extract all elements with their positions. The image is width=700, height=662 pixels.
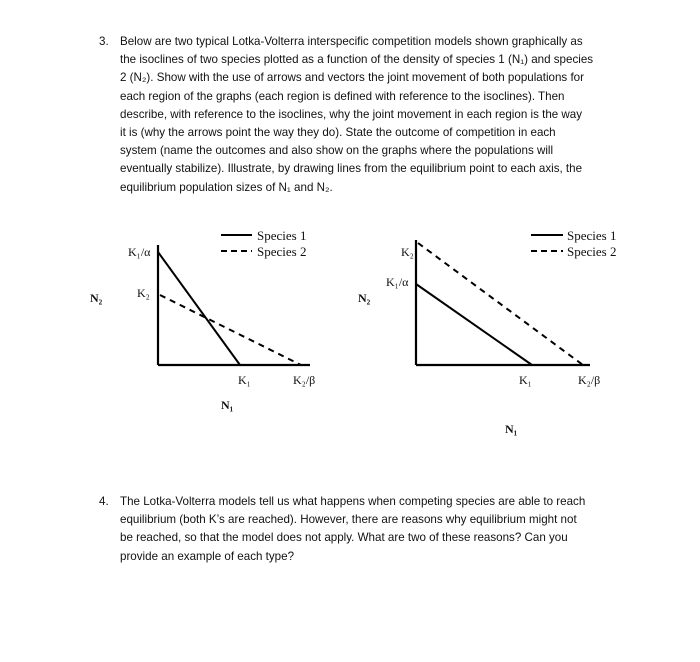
graph-1-k2-beta-label: K₂/β	[293, 373, 316, 387]
question-3-line: equilibrium population sizes of N₁ and N₂.	[120, 180, 333, 194]
graph-2-legend	[531, 228, 616, 259]
question-3-line: 2 (N₂). Show with the use of arrows and vectors the joint movement of both populations for	[120, 71, 584, 85]
graph-1	[90, 228, 315, 412]
question-4-line: equilibrium (both K’s are reached). However, there are reasons why equilibrium might not	[120, 513, 577, 527]
question-3-line: eventually stabilize). Illustrate, by drawing lines from the equilibrium point to each axis, the	[120, 162, 583, 176]
graph-1-x-axis-label: N₁	[221, 398, 234, 412]
question-4-line: provide an example of each type?	[120, 549, 295, 563]
question-3-line: describe, with reference to the isoclines, why the joint movement in each region is the way	[120, 107, 583, 121]
graph-1-k1-alpha-label: K₁/α	[128, 245, 151, 259]
graph-1-k2-label: K₂	[137, 286, 150, 300]
graph-2-k1-label: K₁	[519, 373, 532, 387]
graph-1-k1-label: K₁	[238, 373, 251, 387]
graph-2-species-2-isocline	[418, 243, 583, 365]
graph-1-species-2-isocline	[160, 295, 301, 365]
question-4-line: The Lotka-Volterra models tell us what happens when competing species are able to reach	[120, 495, 586, 508]
legend-species-2-label: Species 2	[567, 244, 617, 259]
graph-2	[358, 228, 616, 436]
graph-2-x-axis-label: N₁	[505, 422, 518, 436]
question-3-line: system (name the outcomes and also show on the graphs where the populations will	[120, 144, 554, 158]
question-4-number: 4.	[99, 495, 109, 508]
question-3-number: 3.	[99, 35, 109, 48]
graph-2-k1-alpha-label: K₁/α	[386, 275, 409, 289]
graph-2-y-axis-label: N₂	[358, 291, 371, 305]
question-3-line: it is (why the arrows point the way they do). State the outcome of competition in each	[120, 126, 556, 140]
question-3-line: each region of the graphs (each region is defined with reference to the isoclines). Then	[120, 89, 565, 103]
legend-species-1-label: Species 1	[567, 228, 617, 243]
legend-species-1-label: Species 1	[257, 228, 307, 243]
graph-2-k2-beta-label: K₂/β	[578, 373, 601, 387]
graph-2-species-1-isocline	[416, 284, 532, 365]
graph-1-species-1-isocline	[158, 252, 240, 365]
question-4-line: be reached, so that the model does not apply. What are two of these reasons? Can you	[120, 531, 568, 545]
legend-species-2-label: Species 2	[257, 244, 307, 259]
graph-2-k2-label: K₂	[401, 245, 414, 259]
graph-1-legend	[221, 228, 306, 259]
graph-1-y-axis-label: N₂	[90, 291, 103, 305]
question-3-line: Below are two typical Lotka-Volterra interspecific competition models shown graphically as	[120, 35, 583, 48]
question-3-line: the isoclines of two species plotted as a function of the density of species 1 (N₁) and species	[120, 53, 594, 67]
question-4-text	[120, 493, 585, 566]
